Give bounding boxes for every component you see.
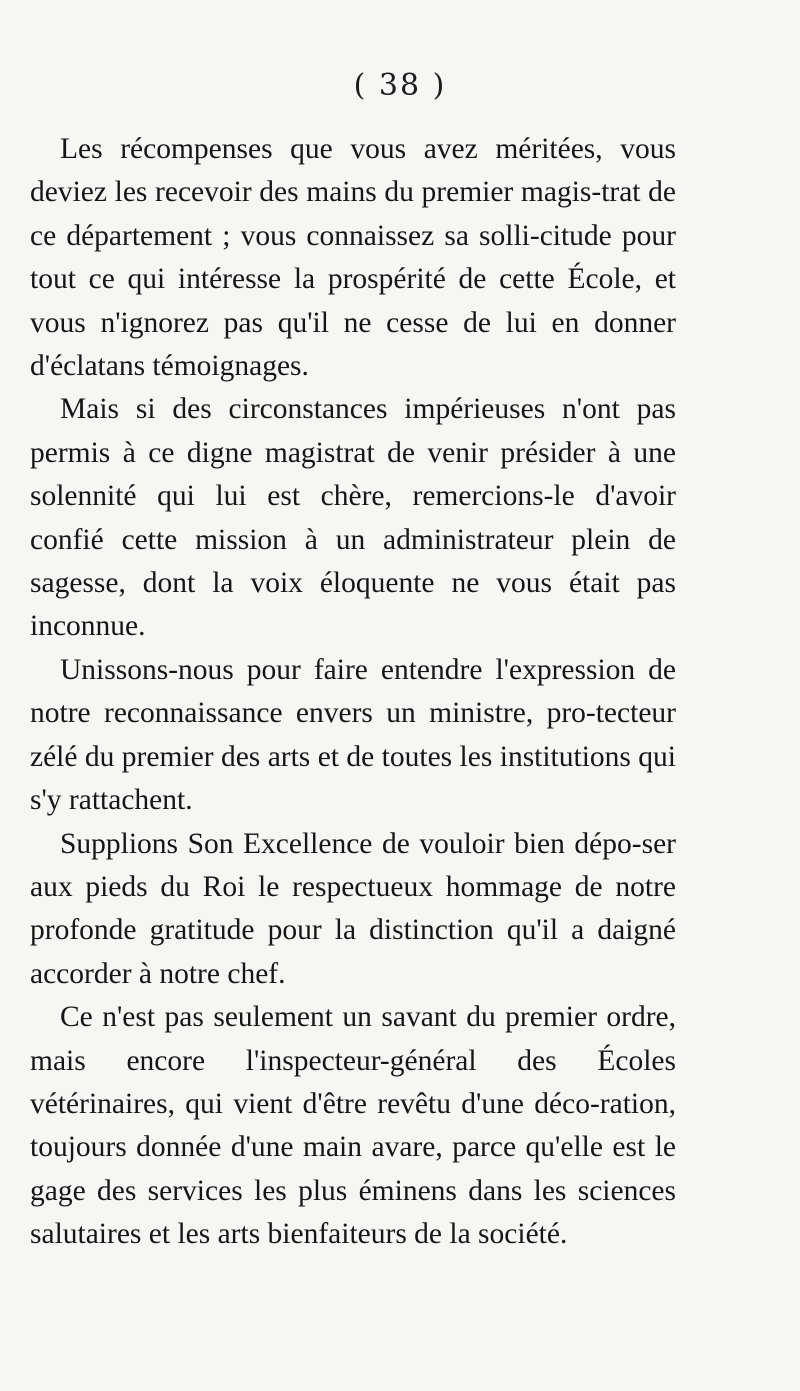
paragraph-4: Supplions Son Excellence de vouloir bien dépo-ser aux pieds du Roi le respectueux hommage de notre profonde gratitude pour la distinction qu'il a daigné accorder à notre chef. [30,827,676,990]
page-body [30,128,676,1257]
paragraph-5: Ce n'est pas seulement un savant du premier ordre, mais encore l'inspecteur-général des Écoles vétérinaires, qui vient d'être revêtu d'une déco-ration, toujours donnée d'une main avare, parce qu'elle est le gage des services les plus éminens dans les sciences salutaires et les arts bienfaiteurs de la société. [30,1001,676,1251]
paragraph-3: Unissons-nous pour faire entendre l'expression de notre reconnaissance envers un ministre, pro-tecteur zélé du premier des arts et de toutes les institutions qui s'y rattachent. [30,653,676,817]
paragraph-2: Mais si des circonstances impérieuses n'ont pas permis à ce digne magistrat de venir présider à une solennité qui lui est chère, remercions-le d'avoir confié cette mission à un administrateur plein de sagesse, dont la voix éloquente ne vous était pas inconnue. [30,393,676,643]
paragraph-1: Les récompenses que vous avez méritées, vous deviez les recevoir des mains du premier magis-trat de ce département ; vous connaissez sa solli-citude pour tout ce qui intéresse la prospérité de cette École, et vous n'ignorez pas qu'il ne cesse de lui en donner d'éclatans témoignages. [30,133,676,383]
page-number: ( 38 ) [353,68,447,103]
